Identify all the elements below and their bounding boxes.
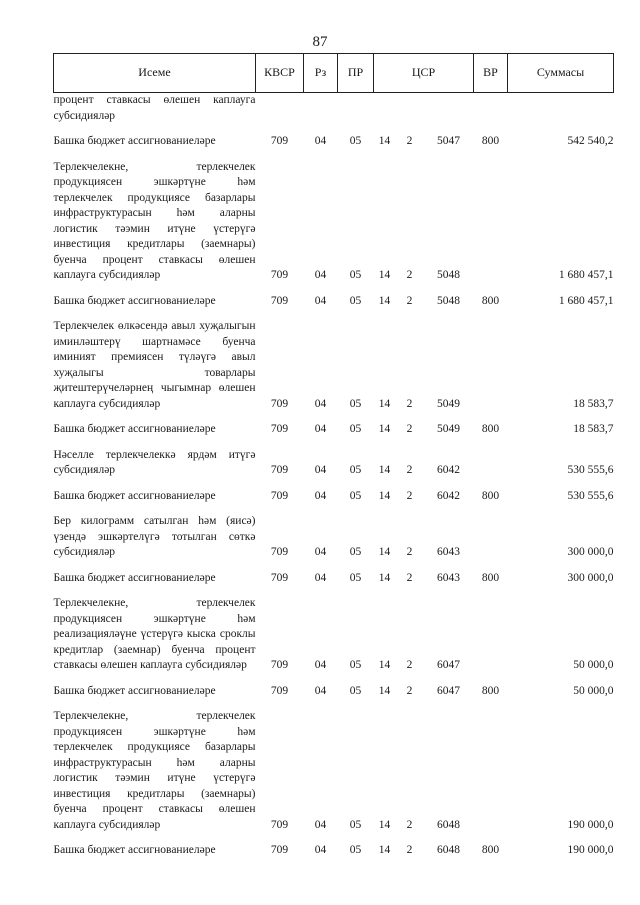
table-row: [54, 591, 614, 679]
row-csr-code: 6043: [437, 546, 460, 558]
row-csr-subprogram: 2: [406, 684, 413, 697]
row-kvsr: 709: [270, 571, 289, 584]
row-csr-program: 14: [378, 269, 391, 281]
row-csr-subprogram: 2: [406, 464, 413, 476]
row-csr-subprogram: 2: [406, 294, 413, 307]
row-pr: 05: [349, 684, 362, 697]
row-csr-program: 14: [378, 464, 391, 476]
row-kvsr: 709: [270, 659, 289, 671]
row-pr: 05: [349, 546, 362, 558]
row-csr-program: 14: [378, 571, 391, 584]
row-name: Башка бюджет ассигнованиеләре: [53, 489, 216, 502]
table-row: [54, 289, 614, 315]
row-rz: 04: [314, 659, 327, 671]
table-row: [54, 509, 614, 566]
table-row: [54, 443, 614, 484]
row-csr-code: 5048: [437, 294, 460, 307]
row-csr-code: 5048: [437, 269, 460, 281]
row-csr-subprogram: 2: [406, 489, 413, 502]
row-pr: 05: [349, 269, 362, 281]
row-pr: 05: [349, 397, 362, 410]
row-kvsr: 709: [270, 546, 289, 558]
row-rz: 04: [314, 423, 327, 435]
row-csr-code: 6047: [437, 684, 460, 697]
row-pr: 05: [349, 659, 362, 671]
row-csr-program: 14: [378, 659, 391, 671]
row-pr: 05: [349, 489, 362, 502]
row-name: Башка бюджет ассигнованиеләре: [53, 423, 216, 435]
row-pr: 05: [349, 294, 362, 307]
row-vr: 800: [481, 489, 500, 502]
row-sum: 190 000,0: [567, 818, 614, 831]
row-csr-program: 14: [378, 135, 391, 147]
row-rz: 04: [314, 294, 327, 307]
row-kvsr: 709: [270, 423, 289, 435]
header-rz: Рз: [304, 54, 338, 93]
table-row: [54, 314, 614, 417]
row-pr: 05: [349, 571, 362, 584]
row-kvsr: 709: [270, 294, 289, 307]
row-csr-subprogram: 2: [406, 135, 413, 147]
row-kvsr: 709: [270, 135, 289, 147]
row-kvsr: 709: [270, 489, 289, 502]
row-csr-program: 14: [378, 489, 391, 502]
row-vr: [474, 591, 508, 679]
header-sum: Суммасы: [508, 54, 614, 93]
row-rz: 04: [314, 397, 327, 410]
row-sum: 1 680 457,1: [558, 269, 614, 281]
row-csr-program: 14: [378, 397, 391, 410]
continuation-text: процент ставкасы өлешен каплауга субсидияләр: [53, 94, 256, 122]
row-csr-subprogram: 2: [406, 423, 413, 435]
row-vr: [474, 155, 508, 289]
row-sum: 18 583,7: [573, 397, 614, 410]
header-csr: ЦСР: [374, 54, 474, 93]
row-name: Башка бюджет ассигнованиеләре: [53, 684, 216, 697]
row-rz: 04: [314, 489, 327, 502]
row-rz: 04: [314, 844, 327, 856]
row-csr-code: 6048: [437, 818, 460, 831]
row-vr: 800: [481, 684, 500, 697]
row-rz: 04: [314, 269, 327, 281]
row-vr: [474, 509, 508, 566]
row-sum: 50 000,0: [573, 684, 614, 697]
row-vr: 800: [481, 135, 500, 147]
row-csr-code: 5049: [437, 397, 460, 410]
row-name: Башка бюджет ассигнованиеләре: [53, 844, 216, 856]
table-row: [54, 484, 614, 510]
row-csr-subprogram: 2: [406, 571, 413, 584]
row-vr: 800: [481, 423, 500, 435]
row-csr-program: 14: [378, 546, 391, 558]
row-vr: [474, 704, 508, 838]
row-vr: 800: [481, 844, 500, 856]
row-vr: [474, 314, 508, 417]
row-name: Терлекчелек өлкәсендә авыл хуҗалыгын иминләштерү шартнамәсе буенча иминият премиясен түләүгә авыл хуҗалыгы товарлары җитештерүчеләрнең чыгымнар өлешен каплауга субсидияләр: [53, 320, 256, 410]
budget-table: [53, 53, 614, 864]
header-name: Исеме: [54, 54, 256, 93]
row-kvsr: 709: [270, 397, 289, 410]
row-csr-code: 6048: [437, 844, 460, 856]
row-pr: 05: [349, 818, 362, 831]
row-rz: 04: [314, 464, 327, 476]
table-row: [54, 679, 614, 705]
table-body: [54, 93, 614, 864]
row-sum: 300 000,0: [567, 571, 614, 584]
row-pr: 05: [349, 135, 362, 147]
page-number: 87: [312, 34, 328, 50]
row-csr-subprogram: 2: [406, 659, 413, 671]
continuation-row: [54, 93, 614, 130]
row-csr-program: 14: [378, 844, 391, 856]
row-sum: 190 000,0: [567, 844, 614, 856]
table-row: [54, 838, 614, 864]
row-csr-program: 14: [378, 684, 391, 697]
table-row: [54, 417, 614, 443]
table-header-row: [54, 54, 614, 93]
row-csr-subprogram: 2: [406, 397, 413, 410]
row-name: Башка бюджет ассигнованиеләре: [53, 294, 216, 307]
row-vr: [474, 443, 508, 484]
header-kvsr: КВСР: [256, 54, 304, 93]
row-sum: 530 555,6: [567, 464, 614, 476]
row-kvsr: 709: [270, 818, 289, 831]
row-name: Нәселле терлекчелеккә ярдәм итүгә субсидияләр: [53, 448, 256, 476]
row-csr-program: 14: [378, 294, 391, 307]
row-csr-code: 5047: [437, 135, 460, 147]
row-csr-subprogram: 2: [406, 269, 413, 281]
table-row: [54, 704, 614, 838]
row-sum: 18 583,7: [573, 423, 614, 435]
table-row: [54, 566, 614, 592]
header-vr: ВР: [474, 54, 508, 93]
row-name: Терлекчелекне, терлекчелек продукциясен эшкәртүне һәм реализацияләүне үстерүгә кыска сроклы кредитлар (заемнар) буенча процент ставкасы өлешен каплауга субсидияләр: [53, 597, 256, 671]
row-rz: 04: [314, 135, 327, 147]
row-pr: 05: [349, 464, 362, 476]
row-csr-code: 6042: [437, 464, 460, 476]
row-kvsr: 709: [270, 844, 289, 856]
row-csr-code: 5049: [437, 423, 460, 435]
row-vr: 800: [481, 571, 500, 584]
row-csr-program: 14: [378, 818, 391, 831]
row-sum: 542 540,2: [567, 135, 614, 147]
row-kvsr: 709: [270, 464, 289, 476]
row-kvsr: 709: [270, 684, 289, 697]
row-rz: 04: [314, 546, 327, 558]
row-kvsr: 709: [270, 269, 289, 281]
row-sum: 50 000,0: [573, 659, 614, 671]
row-csr-subprogram: 2: [406, 844, 413, 856]
row-rz: 04: [314, 571, 327, 584]
row-csr-program: 14: [378, 423, 391, 435]
row-name: Бер килограмм сатылган һәм (яисә) үзендә эшкәртелүгә тотылган сөткә субсидияләр: [53, 515, 256, 558]
row-csr-code: 6043: [437, 571, 460, 584]
row-pr: 05: [349, 844, 362, 856]
row-csr-code: 6042: [437, 489, 460, 502]
row-rz: 04: [314, 818, 327, 831]
row-sum: 300 000,0: [567, 546, 614, 558]
row-csr-subprogram: 2: [406, 818, 413, 831]
row-name: Башка бюджет ассигнованиеләре: [53, 135, 216, 147]
row-vr: 800: [481, 294, 500, 307]
row-csr-subprogram: 2: [406, 546, 413, 558]
row-sum: 1 680 457,1: [558, 294, 614, 307]
row-name: Терлекчелекне, терлекчелек продукциясен эшкәртүне һәм терлекчелек продукциясе базарлары инфраструктурасын һәм аларны логистик тәэмин итүне үстерүгә инвестиция кредитлары (заемнары) буенча процент ставкасы өлешен каплауга субсидияләр: [53, 710, 256, 831]
row-name: Башка бюджет ассигнованиеләре: [53, 571, 216, 584]
row-sum: 530 555,6: [567, 489, 614, 502]
header-pr: ПР: [338, 54, 374, 93]
row-rz: 04: [314, 684, 327, 697]
table-row: [54, 129, 614, 155]
table-row: [54, 155, 614, 289]
row-pr: 05: [349, 423, 362, 435]
row-name: Терлекчелекне, терлекчелек продукциясен эшкәртүне һәм терлекчелек продукциясе базарлары инфраструктурасын һәм аларны логистик тәэмин итүне үстерүгә инвестиция кредитлары (заемнары) буенча процент ставкасы өлешен каплауга субсидияләр: [53, 160, 256, 281]
row-csr-code: 6047: [437, 659, 460, 671]
